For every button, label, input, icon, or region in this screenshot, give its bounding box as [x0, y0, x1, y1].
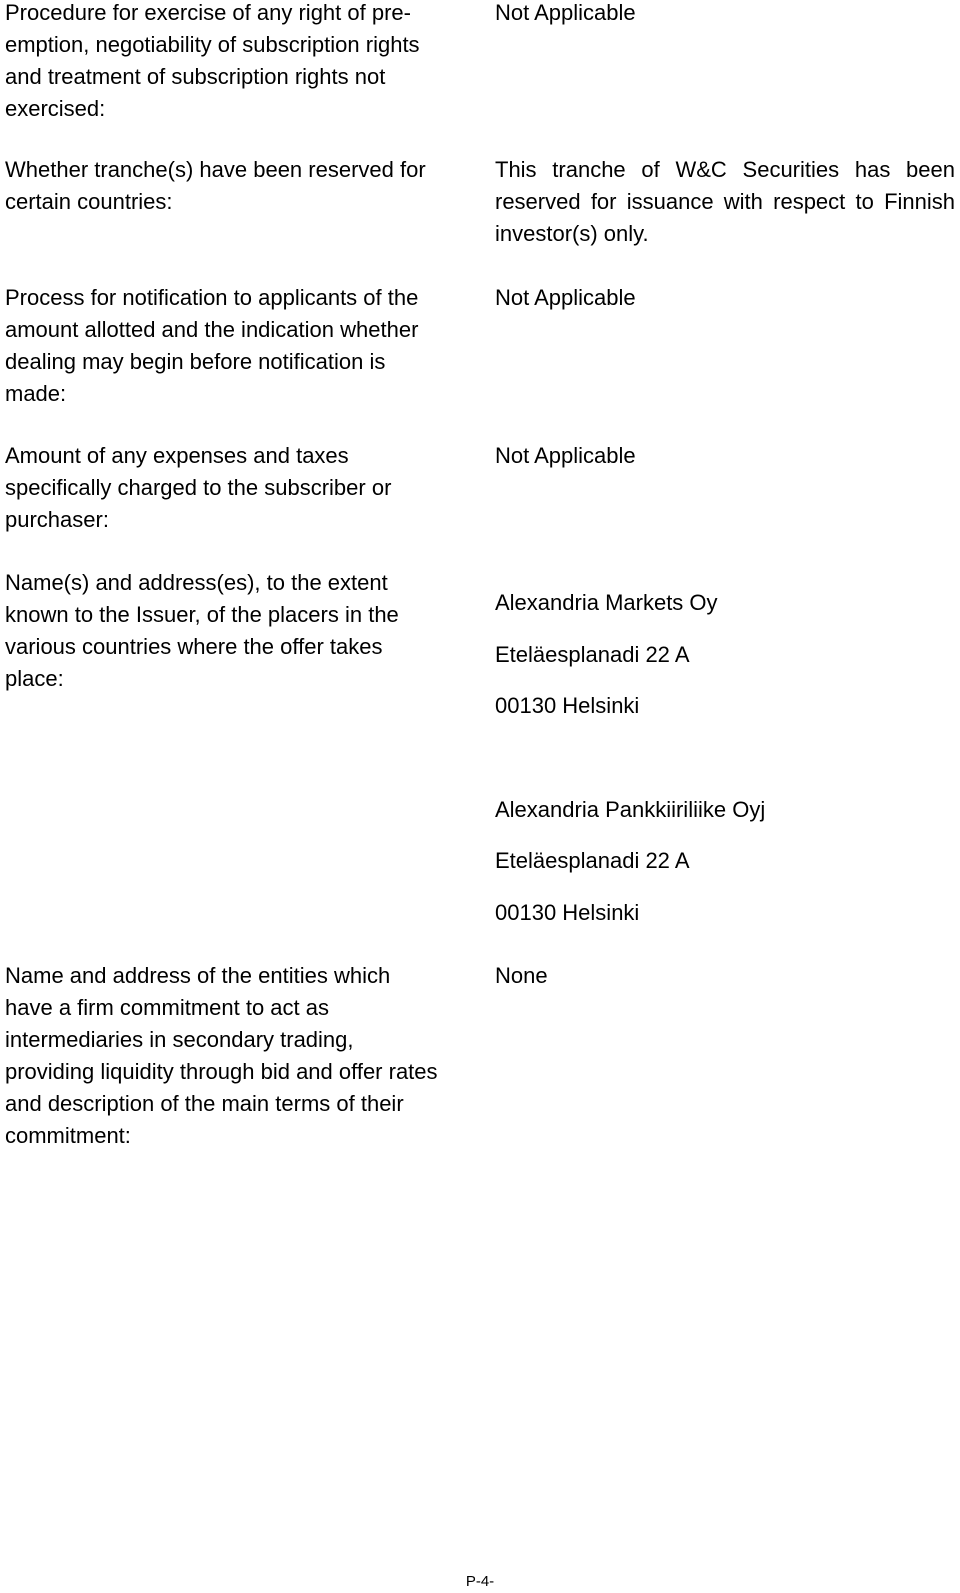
- tranche-reservation-value: This tranche of W&C Securities has been reserved for issuance with respect to Finnish investor(s) only.: [495, 157, 955, 246]
- notification-process-value: Not Applicable: [495, 285, 636, 310]
- placer-city: 00130 Helsinki: [495, 693, 640, 718]
- page-number: P-4-: [465, 1573, 495, 1590]
- placer-street: Eteläesplanadi 22 A: [495, 642, 690, 667]
- expenses-taxes-value: Not Applicable: [495, 443, 636, 468]
- pre-emption-procedure-value: Not Applicable: [495, 0, 636, 25]
- placer-name: Alexandria Markets Oy: [495, 590, 718, 615]
- placers-label: Name(s) and address(es), to the extent known to the Issuer, of the placers in the various countries where the offer takes place:: [5, 570, 399, 691]
- placer-city: 00130 Helsinki: [495, 900, 640, 925]
- pre-emption-procedure-label: Procedure for exercise of any right of pre- emption, negotiability of subscription rights and treatment of subscription rights not exercised:: [5, 0, 420, 121]
- secondary-trading-value: None: [495, 963, 548, 988]
- placer-name: Alexandria Pankkiiriliike Oyj: [495, 797, 766, 822]
- expenses-taxes-label: Amount of any expenses and taxes specifically charged to the subscriber or purchaser:: [5, 443, 392, 532]
- notification-process-label: Process for notification to applicants of the amount allotted and the indication whether dealing may begin before notification is made:: [5, 285, 419, 406]
- tranche-reservation-label: Whether tranche(s) have been reserved for certain countries:: [5, 157, 426, 214]
- placer-street: Eteläesplanadi 22 A: [495, 848, 690, 873]
- secondary-trading-label: Name and address of the entities which have a firm commitment to act as intermediaries in secondary trading, providing liquidity through bid and offer rates and description of the main terms of their commitment:: [5, 963, 438, 1148]
